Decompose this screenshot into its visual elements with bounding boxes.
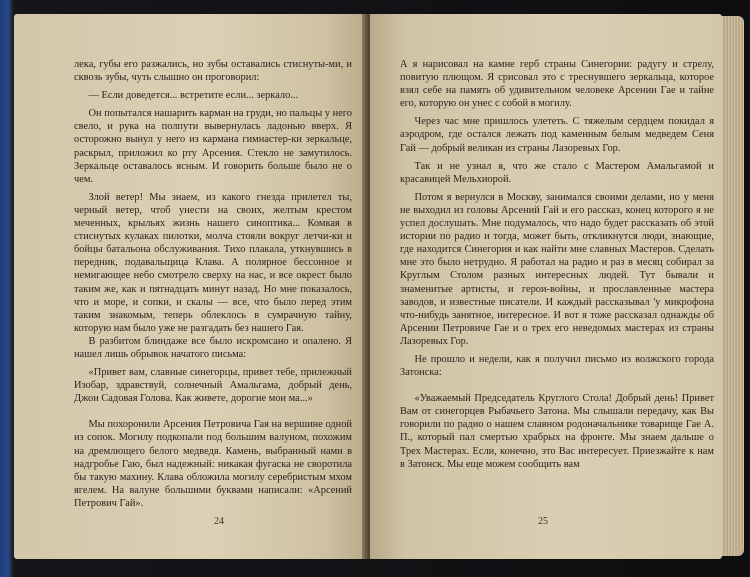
right-page xyxy=(370,14,722,559)
page-number: 25 xyxy=(538,516,548,527)
paragraph: Потом я вернулся в Москву, занимался своими делами, но у меня не выходил из головы Арсений Гай и его рассказ, конец которого я не успел дослушать. Мне подумалось, что надо будет рассказать об этой истории по радио и тогда, может быть, откликнутся люди, знающие, где находится Синегория и как найти мне славных Мастеров. Сделать мне это было нетрудно. Я работал на радио и раз в месяц собирал за Круглым Столом разных интересных людей. Тут бывали и знаменитые артисты, и герои-войны, и прославленные мастера заводов, и известные писатели. И каждый рассказывал 'у микрофона что-нибудь занятное, интересное. И вот я тоже рассказал однажды об Арсении Петровиче Гае и о трех его неведомых мастерах из страны Лазоревых Гор. xyxy=(400,191,714,347)
paragraph: лека, губы его разжались, но зубы оставались стиснуты-ми, и сквозь зубы, чуть слышно он проговорил: xyxy=(74,59,352,84)
page-number: 24 xyxy=(214,516,224,527)
paragraph: Злой ветер! Мы знаем, из какого гнезда прилетел ты, черный ветер, чтоб унести на своих, желтым крестом меченных, крыльях жизнь нашего синоптика... Комкая в стиснутых кулаках пилотки, молча стояли вокруг летчи-ки и бойцы батальона обслуживания. Тихо плакала, уткнувшись в передник, подавальщица Клава. А полярное бессонное и немигающее небо смотрело сверху на нас, и все окрест было таким же, как и пятнадцать минут назад. Но мне показалось, что и море, и сопки, и скалы — все, что было перед этим таким знакомым, теперь облеклось в сумрачную тайну, которую нам было уже не разгадать без нашего Гая. xyxy=(74,191,352,334)
page-edges xyxy=(722,16,744,556)
paragraph: Он попытался нашарить карман на груди, но пальцы у него свело, и рука на полпути вывернулась ладонью вверх. Я осторожно вынул у него из кармана гимнастер-ки зеркальце, раскрыл, приложил ко рту Арсения. Стекло не замутилось. Зеркальце оставалось ясным. И говорить больше было не о чем. xyxy=(74,108,352,185)
paragraph: — Если доведется... встретите если... зеркало... xyxy=(88,90,299,102)
paragraph: Не прошло и недели, как я получил письмо из волжского города Затонска: xyxy=(400,353,714,379)
paragraph: Через час мне пришлось улететь. С тяжелым сердцем покидал я аэродром, где остался лежать под каменным белым медведем Сеня Гай — добрый великан из страны Лазоревых Гор. xyxy=(400,116,714,154)
paragraph: В разбитом блиндаже все было искромсано и опалено. Я нашел лишь обрывок начатого письма: xyxy=(74,335,352,360)
left-page-text xyxy=(74,58,352,510)
left-page xyxy=(14,14,366,559)
letter-fragment: «Привет вам, славные синегорцы, привет тебе, прилежный Изобар, здравствуй, солнечный Амальгама, добрый день, Джон Садовая Голова. Как живете, дорогие мои ма...» xyxy=(74,367,352,405)
paragraph: А я нарисовал на камне герб страны Синегории: радугу и стрелу, повитую плющом. Я срисовал это с треснувшего зеркальца, которое взял себе на память об удивительном человеке Арсении Гае и тайне его, которую он унес с собой в могилу. xyxy=(400,59,714,110)
right-page-text xyxy=(400,58,714,471)
paragraph: Так и не узнал я, что же стало с Мастером Амальгамой и красавицей Мельхиорой. xyxy=(400,160,714,185)
letter-fragment: «Уважаемый Председатель Круглого Стола! Добрый день! Привет Вам от синегорцев Рыбачьего Затона. Мы слышали передачу, как Вы говорили по радио о нашем славном родоначальнике товарище Гае А. П., который пал смертью храбрых на фронте. Мы знаем дальше о Трех Мастерах. Если, конечно, это Вас интересует. Приезжайте к нам в Затонск. Мы еще можем сообщить вам xyxy=(400,393,714,470)
paragraph: Мы похоронили Арсения Петровича Гая на вершине одной из сопок. Могилу подкопали под большим валуном, похожим на дремлющего белого медведя. Камень, выбранный нами в надгробье Гаю, был надежный: никакая фугаска не своротила бы такую махину. Клава обложила могилу серебристым мхом ягелем. На валуне большими буквами написали: «Арсений Петрович Гай». xyxy=(74,419,352,509)
